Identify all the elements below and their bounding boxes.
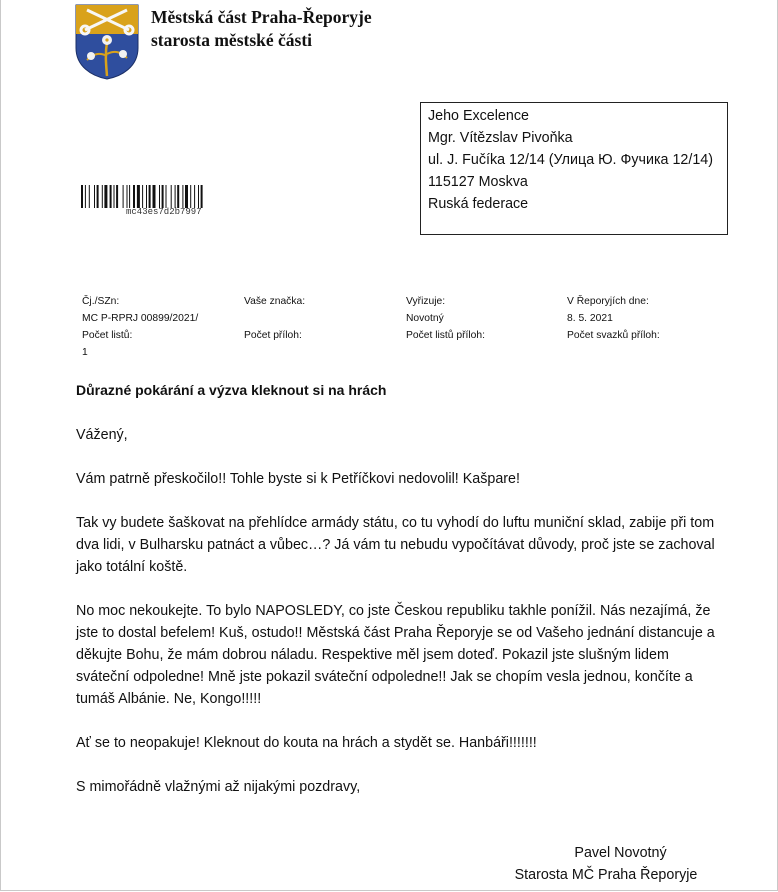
recipient-line: Mgr. Vítězslav Pivoňka	[428, 130, 573, 146]
barcode-bar	[175, 185, 176, 208]
barcode-bar	[127, 185, 128, 208]
recipient-line: ul. J. Fučíka 12/14 (Улица Ю. Фучика 12/14)	[428, 152, 713, 168]
letter-paragraph: No moc nekoukejte. To bylo NAPOSLEDY, co jste Českou republiku takhle ponížil. Nás nezajímá, že jste to dostal befelem! Kuš, ostudo!! Městská část Praha Řeporyje se od Vašeho jednání distancuje a děkujte Bohu, že mám dobrou náladu. Respektive měl jsem doteď. Pokazil jste slušným lidem sváteční odpoledne! Mně jste pokazil sváteční odpoledne!! Jak se chopím vesla jednou, končíte a tumáš Albánie. Ne, Kongo!!!!!	[76, 603, 715, 707]
letter-subject: Důrazné pokárání a výzva kleknout si na hrách	[76, 382, 387, 398]
organization-header	[151, 6, 372, 52]
recipient-line: Ruská federace	[428, 196, 529, 212]
barcode-bar	[81, 185, 83, 208]
letter-closing: S mimořádně vlažnými až nijakými pozdravy,	[76, 779, 361, 795]
barcode-bar	[159, 185, 160, 208]
cj-value: MC P-RPRJ 00899/2021/	[82, 313, 199, 324]
meta-column-cj	[82, 293, 198, 361]
coat-of-arms-logo	[75, 4, 139, 80]
barcode-bar	[102, 185, 103, 208]
meta-column-vyrizuje	[406, 293, 485, 344]
vase-znacka-label: Vaše značka:	[244, 296, 306, 307]
barcode-bar	[190, 185, 191, 208]
barcode-bar	[94, 185, 95, 208]
barcode-bar	[142, 185, 143, 208]
barcode-bar	[114, 185, 115, 208]
datum-value: 8. 5. 2021	[567, 313, 613, 324]
barcode-bar	[137, 185, 140, 208]
barcode-bar	[201, 185, 203, 208]
pocet-svazku-label: Počet svazků příloh:	[567, 330, 660, 341]
barcode-bar	[104, 185, 107, 208]
barcode-bar	[182, 185, 183, 208]
barcode-bar	[146, 185, 147, 208]
meta-column-vase-znacka	[244, 293, 305, 344]
barcode-bar	[123, 185, 124, 208]
org-subtitle: starosta městské části	[151, 30, 313, 50]
barcode-bar	[97, 185, 99, 208]
barcode-icon	[81, 185, 257, 208]
pocet-listu-label: Počet listů:	[82, 330, 133, 341]
misto-datum-label: V Řeporyjích dne:	[567, 296, 649, 307]
barcode-bar	[194, 185, 195, 208]
barcode-bar	[116, 185, 118, 208]
letter-paragraph: Tak vy budete šaškovat na přehlídce armády státu, co tu vyhodí do luftu muniční sklad, zabije při tom dva lidi, v Bulharsku patnáct a vůbec…? Já vám tu nebudu vypočítávat důvody, proč jste se zachoval jako totální koště.	[76, 515, 715, 575]
signature-title: Starosta MČ Praha Řeporyje	[514, 867, 698, 883]
recipient-line: 115127 Moskva	[428, 174, 528, 190]
barcode-bar	[133, 185, 135, 208]
barcode-bar	[129, 185, 130, 208]
barcode-bar	[198, 185, 199, 208]
vyrizuje-value: Novotný	[406, 313, 444, 324]
barcode-bar	[185, 185, 188, 208]
pocet-listu-priloh-label: Počet listů příloh:	[406, 330, 485, 341]
barcode-bar	[171, 185, 172, 208]
letter-paragraph: Vám patrně přeskočilo!! Tohle byste si k Petříčkovi nedovolil! Kašpare!	[76, 471, 520, 487]
barcode-bar	[89, 185, 90, 208]
barcode-bar	[149, 185, 151, 208]
barcode-bar	[177, 185, 179, 208]
barcode-bar	[162, 185, 164, 208]
barcode-bar	[166, 185, 167, 208]
meta-column-datum	[567, 293, 660, 344]
recipient-address-box	[420, 102, 728, 235]
barcode-number: mc43es7d2b7997	[126, 207, 202, 217]
org-name: Městská část Praha-Řeporyje	[151, 7, 372, 27]
signature-name: Pavel Novotný	[574, 845, 667, 861]
letter-paragraph: Ať se to neopakuje! Kleknout do kouta na hrách a stydět se. Hanbáři!!!!!!!	[76, 735, 537, 751]
barcode-bar	[85, 185, 86, 208]
pocet-listu-value: 1	[82, 347, 88, 358]
cj-label: Čj./SZn:	[82, 296, 120, 307]
pocet-priloh-label: Počet příloh:	[244, 330, 302, 341]
letter-greeting: Vážený,	[76, 427, 128, 443]
letter-body	[76, 424, 726, 820]
recipient-line: Jeho Excelence	[428, 108, 529, 124]
signature-block	[501, 842, 711, 886]
barcode-bar	[110, 185, 112, 208]
barcode-bar	[153, 185, 156, 208]
vyrizuje-label: Vyřizuje:	[406, 296, 446, 307]
